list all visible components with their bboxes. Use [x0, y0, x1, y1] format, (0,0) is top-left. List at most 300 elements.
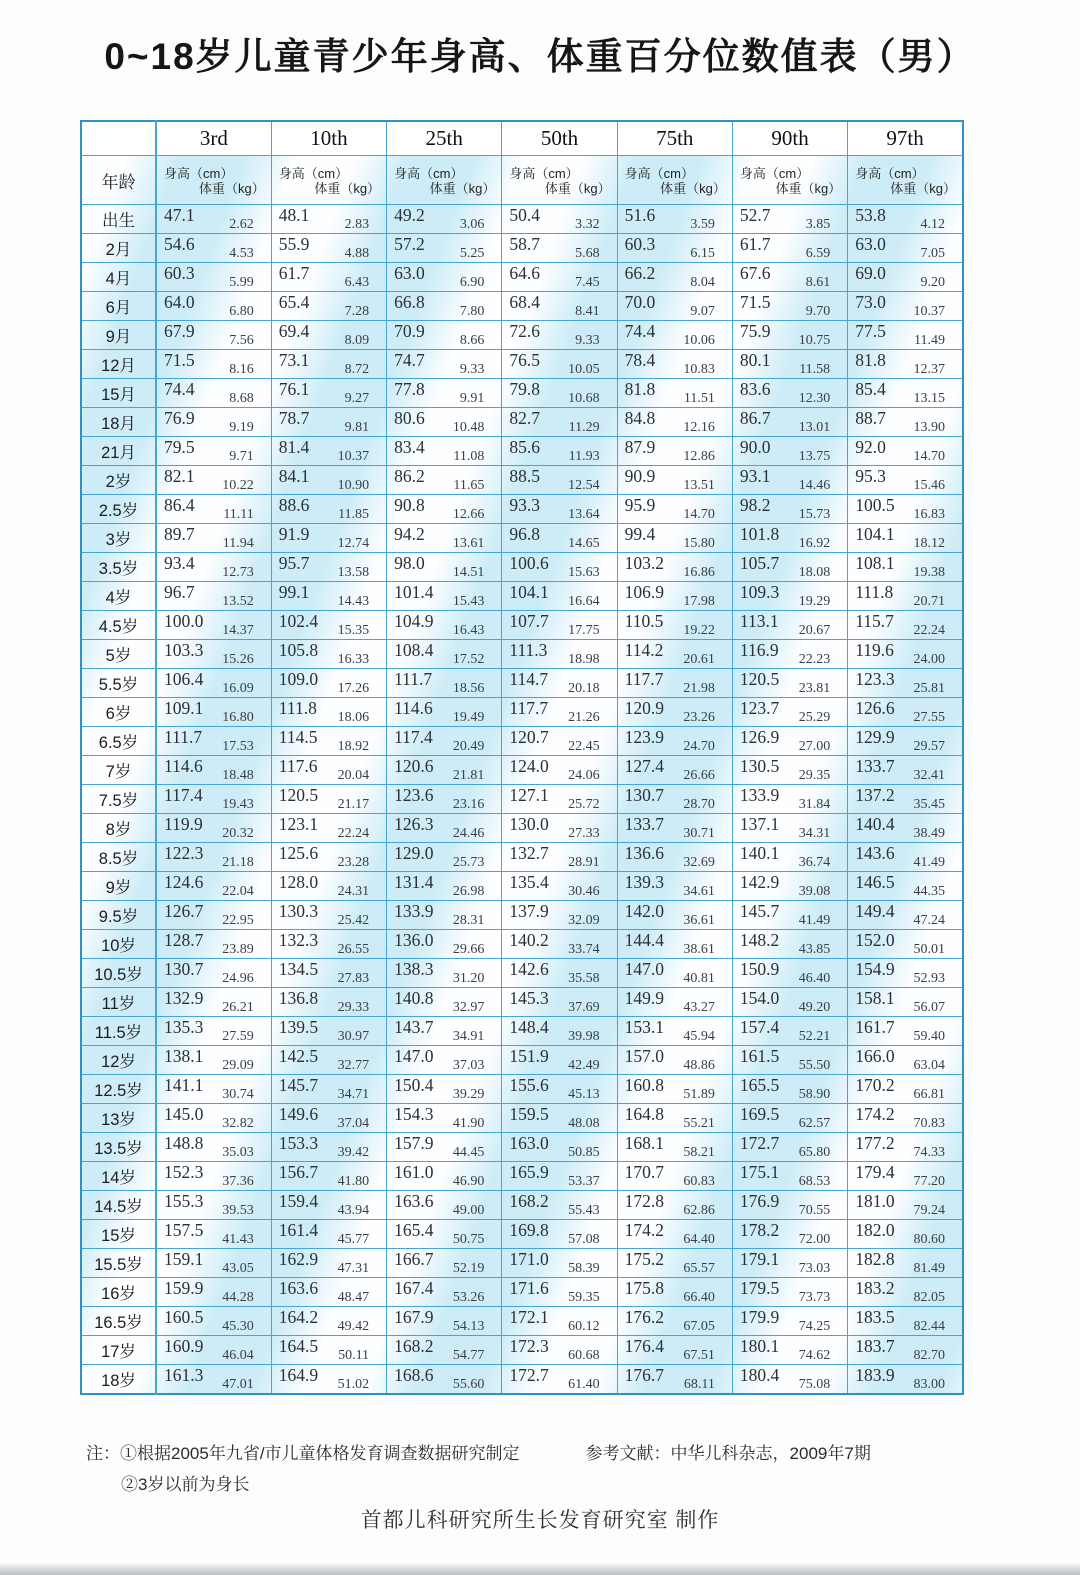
height-value: 58.7	[509, 234, 540, 254]
weight-value: 49.00	[452, 1203, 485, 1218]
weight-value: 24.31	[337, 884, 370, 899]
data-cell	[387, 756, 502, 785]
height-value: 164.2	[278, 1307, 319, 1327]
weight-value: 70.83	[913, 1116, 945, 1131]
weight-value: 59.40	[913, 1029, 945, 1044]
table-row	[81, 930, 963, 959]
height-value: 168.2	[509, 1191, 549, 1211]
data-cell	[387, 408, 502, 437]
unit-header	[732, 156, 847, 205]
weight-value: 4.88	[344, 246, 370, 261]
weight-value: 12.30	[798, 391, 831, 406]
data-cell	[617, 1220, 732, 1249]
weight-value: 5.68	[575, 246, 600, 261]
weight-value: 16.92	[798, 536, 831, 551]
weight-value: 67.05	[683, 1319, 715, 1334]
weight-value: 66.81	[913, 1087, 945, 1102]
height-value: 114.5	[278, 727, 318, 747]
data-cell	[387, 495, 502, 524]
weight-value: 22.24	[337, 826, 370, 841]
height-value: 74.7	[394, 350, 425, 370]
weight-value: 12.66	[452, 507, 485, 522]
height-value: 127.4	[624, 756, 664, 776]
weight-value: 25.72	[568, 797, 600, 812]
weight-value: 15.63	[568, 565, 600, 580]
height-value: 132.7	[509, 843, 549, 863]
data-cell	[848, 930, 963, 959]
data-cell	[617, 1336, 732, 1365]
weight-value: 32.77	[337, 1058, 370, 1073]
data-cell	[387, 582, 502, 611]
height-value: 135.3	[164, 1017, 204, 1037]
weight-value: 15.43	[452, 594, 485, 609]
data-cell	[617, 1278, 732, 1307]
data-cell	[502, 582, 617, 611]
data-cell	[387, 785, 502, 814]
data-cell	[732, 205, 847, 234]
height-value: 117.7	[624, 669, 664, 689]
table-row	[81, 379, 963, 408]
data-cell	[848, 843, 963, 872]
weight-value: 32.41	[913, 768, 945, 783]
weight-value: 70.55	[798, 1203, 831, 1218]
height-value: 147.0	[624, 959, 664, 979]
table-row	[81, 350, 963, 379]
age-cell: 9.5岁	[81, 901, 156, 930]
data-cell	[387, 640, 502, 669]
weight-value: 21.17	[337, 797, 370, 812]
weight-value: 46.40	[798, 971, 831, 986]
height-value: 60.3	[624, 234, 656, 254]
height-value: 69.0	[855, 263, 886, 283]
weight-value: 41.43	[222, 1232, 254, 1247]
weight-value: 35.03	[222, 1145, 254, 1160]
weight-value: 60.83	[683, 1174, 715, 1189]
age-cell: 5岁	[81, 640, 156, 669]
weight-value: 13.64	[568, 507, 600, 522]
data-cell	[387, 379, 502, 408]
height-value: 138.1	[164, 1046, 204, 1066]
data-cell	[156, 1046, 271, 1075]
note-2: ②3岁以前为身长	[121, 1475, 250, 1495]
height-value: 183.2	[855, 1278, 895, 1298]
weight-value: 19.38	[913, 565, 945, 580]
weight-value: 11.08	[453, 449, 485, 464]
weight-value: 25.29	[798, 710, 831, 725]
age-cell: 16.5岁	[81, 1307, 156, 1336]
height-value: 179.5	[739, 1278, 780, 1298]
weight-value: 21.26	[568, 710, 600, 725]
weight-value: 26.21	[222, 1000, 254, 1015]
data-cell	[387, 437, 502, 466]
weight-value: 45.77	[337, 1232, 370, 1247]
weight-value: 59.35	[568, 1290, 600, 1305]
height-value: 54.6	[164, 234, 195, 254]
height-value: 161.7	[855, 1017, 895, 1037]
weight-value: 31.20	[452, 971, 485, 986]
height-value: 69.4	[278, 321, 310, 341]
data-cell	[271, 1162, 386, 1191]
height-value: 172.7	[739, 1133, 780, 1153]
data-cell	[502, 234, 617, 263]
weight-value: 3.32	[575, 217, 600, 232]
data-cell	[848, 292, 963, 321]
weight-value: 66.40	[683, 1290, 715, 1305]
height-value: 165.4	[394, 1220, 434, 1240]
data-cell	[617, 727, 732, 756]
weight-value: 13.61	[452, 536, 485, 551]
height-value: 171.0	[509, 1249, 549, 1269]
data-cell	[732, 553, 847, 582]
height-value: 153.3	[278, 1133, 319, 1153]
weight-value: 45.94	[683, 1029, 715, 1044]
weight-value: 10.68	[568, 391, 600, 406]
data-cell	[387, 524, 502, 553]
weight-value: 14.37	[222, 623, 254, 638]
weight-value: 29.57	[913, 739, 945, 754]
height-value: 167.9	[394, 1307, 434, 1327]
data-cell	[732, 785, 847, 814]
weight-value: 58.90	[798, 1087, 831, 1102]
data-cell	[848, 988, 963, 1017]
weight-value: 24.96	[222, 971, 254, 986]
data-cell	[271, 1249, 386, 1278]
weight-value: 18.48	[222, 768, 254, 783]
weight-value: 19.43	[222, 797, 254, 812]
age-cell: 12.5岁	[81, 1075, 156, 1104]
weight-value: 17.75	[568, 623, 600, 638]
weight-value: 23.26	[683, 710, 715, 725]
data-cell	[271, 843, 386, 872]
weight-value: 18.98	[568, 652, 600, 667]
weight-value: 10.83	[683, 362, 715, 377]
data-cell	[617, 901, 732, 930]
data-cell	[156, 930, 271, 959]
data-cell	[617, 959, 732, 988]
weight-value: 43.05	[222, 1261, 254, 1276]
percentile-header: 75th	[617, 121, 732, 156]
height-value: 99.4	[624, 524, 656, 544]
footnote-row	[86, 1438, 996, 1469]
weight-value: 9.91	[459, 391, 485, 406]
weight-value: 48.08	[568, 1116, 600, 1131]
height-value: 73.0	[855, 292, 886, 312]
height-value: 129.9	[855, 727, 895, 747]
weight-value: 65.57	[683, 1261, 715, 1276]
height-value: 133.7	[855, 756, 895, 776]
weight-value: 19.29	[798, 594, 831, 609]
height-value: 142.6	[509, 959, 549, 979]
age-cell: 2月	[81, 234, 156, 263]
height-value: 157.5	[164, 1220, 204, 1240]
weight-value: 44.45	[452, 1145, 485, 1160]
weight-value: 15.73	[798, 507, 831, 522]
age-cell: 4.5岁	[81, 611, 156, 640]
weight-value: 28.70	[683, 797, 715, 812]
data-cell	[502, 466, 617, 495]
data-cell	[502, 959, 617, 988]
age-cell: 4月	[81, 263, 156, 292]
weight-value: 13.51	[683, 478, 715, 493]
weight-value: 11.51	[683, 391, 715, 406]
height-value: 175.1	[739, 1162, 780, 1182]
data-cell	[387, 1046, 502, 1075]
weight-value: 51.89	[683, 1087, 715, 1102]
weight-value: 4.12	[920, 217, 945, 232]
weight-value: 22.45	[568, 739, 600, 754]
age-cell: 15.5岁	[81, 1249, 156, 1278]
age-cell: 12月	[81, 350, 156, 379]
weight-value: 10.06	[683, 333, 715, 348]
data-cell	[502, 1278, 617, 1307]
height-value: 119.9	[164, 814, 203, 834]
weight-value: 14.51	[452, 565, 485, 580]
data-cell	[271, 785, 386, 814]
height-value: 130.3	[278, 901, 319, 921]
age-cell: 18岁	[81, 1365, 156, 1395]
data-cell	[732, 727, 847, 756]
height-value: 140.4	[855, 814, 895, 834]
height-value: 103.3	[164, 640, 204, 660]
height-value: 117.4	[394, 727, 433, 747]
weight-value: 12.74	[337, 536, 370, 551]
data-cell	[502, 1046, 617, 1075]
unit-header-row	[81, 156, 963, 205]
percentile-header: 90th	[732, 121, 847, 156]
height-value: 140.1	[739, 843, 780, 863]
data-cell	[502, 437, 617, 466]
data-cell	[617, 553, 732, 582]
data-cell	[848, 785, 963, 814]
data-cell	[732, 1307, 847, 1336]
unit-header	[271, 156, 386, 205]
height-value: 115.7	[855, 611, 894, 631]
weight-value: 11.94	[222, 536, 254, 551]
unit-header	[617, 156, 732, 205]
data-cell	[848, 1249, 963, 1278]
weight-value: 12.86	[683, 449, 715, 464]
age-column-header: 年龄	[81, 156, 156, 205]
weight-value: 27.33	[568, 826, 600, 841]
height-value: 81.4	[278, 437, 310, 457]
height-value: 142.0	[624, 901, 664, 921]
height-value: 149.4	[855, 901, 895, 921]
data-cell	[271, 234, 386, 263]
weight-value: 7.05	[920, 246, 945, 261]
weight-value: 38.61	[683, 942, 715, 957]
height-value: 155.3	[164, 1191, 204, 1211]
weight-value: 16.64	[568, 594, 600, 609]
height-value: 130.5	[739, 756, 780, 776]
weight-value: 6.15	[690, 246, 715, 261]
weight-value: 52.21	[798, 1029, 831, 1044]
height-value: 102.4	[278, 611, 319, 631]
weight-value: 36.61	[683, 913, 715, 928]
height-value: 168.2	[394, 1336, 434, 1356]
weight-value: 34.61	[683, 884, 715, 899]
weight-value: 9.07	[690, 304, 715, 319]
height-value: 106.9	[624, 582, 664, 602]
data-cell	[156, 1133, 271, 1162]
table-row	[81, 553, 963, 582]
height-value: 70.0	[624, 292, 656, 312]
height-value: 126.9	[739, 727, 780, 747]
weight-value: 30.97	[337, 1029, 370, 1044]
height-value: 47.1	[164, 205, 195, 225]
data-cell	[387, 1075, 502, 1104]
height-value: 74.4	[164, 379, 195, 399]
data-cell	[387, 872, 502, 901]
weight-value: 23.16	[452, 797, 485, 812]
data-cell	[387, 669, 502, 698]
height-value: 179.9	[739, 1307, 780, 1327]
height-value: 64.0	[164, 292, 195, 312]
weight-value: 16.43	[452, 623, 485, 638]
height-value: 163.6	[278, 1278, 319, 1298]
data-cell	[848, 1017, 963, 1046]
data-cell	[502, 930, 617, 959]
data-cell	[848, 1104, 963, 1133]
data-cell	[387, 553, 502, 582]
weight-value: 30.74	[222, 1087, 254, 1102]
weight-value: 11.11	[223, 507, 254, 522]
data-cell	[848, 1336, 963, 1365]
data-cell	[617, 1191, 732, 1220]
height-value: 124.6	[164, 872, 204, 892]
height-value: 55.9	[278, 234, 310, 254]
height-value: 66.2	[624, 263, 656, 283]
table-row	[81, 901, 963, 930]
height-value: 143.6	[855, 843, 895, 863]
height-value: 124.0	[509, 756, 549, 776]
height-value: 88.5	[509, 466, 540, 486]
table-row	[81, 1162, 963, 1191]
height-value: 169.5	[739, 1104, 780, 1124]
data-cell	[732, 988, 847, 1017]
scan-edge-artifact	[0, 1562, 1080, 1575]
data-cell	[502, 698, 617, 727]
weight-value: 16.86	[683, 565, 715, 580]
weight-value: 22.95	[222, 913, 254, 928]
weight-value: 35.58	[568, 971, 600, 986]
weight-value: 20.67	[798, 623, 831, 638]
data-cell	[502, 553, 617, 582]
height-value: 181.0	[855, 1191, 895, 1211]
data-cell	[732, 1249, 847, 1278]
height-value: 113.1	[739, 611, 779, 631]
data-cell	[156, 1278, 271, 1307]
height-value: 87.9	[624, 437, 656, 457]
weight-unit-label: 体重（kg）	[660, 181, 726, 196]
height-value: 140.8	[394, 988, 434, 1008]
data-cell	[617, 408, 732, 437]
weight-value: 53.37	[568, 1174, 600, 1189]
age-cell: 8.5岁	[81, 843, 156, 872]
data-cell	[617, 1162, 732, 1191]
table-row	[81, 640, 963, 669]
age-cell: 13岁	[81, 1104, 156, 1133]
weight-value: 21.98	[683, 681, 715, 696]
age-cell: 11.5岁	[81, 1017, 156, 1046]
height-value: 179.4	[855, 1162, 895, 1182]
weight-value: 18.06	[337, 710, 370, 725]
age-cell: 21月	[81, 437, 156, 466]
data-cell	[617, 669, 732, 698]
weight-unit-label: 体重（kg）	[775, 181, 842, 196]
data-cell	[502, 1307, 617, 1336]
height-value: 171.6	[509, 1278, 549, 1298]
data-cell	[732, 930, 847, 959]
data-cell	[156, 756, 271, 785]
data-cell	[502, 785, 617, 814]
height-value: 144.4	[624, 930, 664, 950]
weight-value: 55.50	[798, 1058, 831, 1073]
weight-value: 54.13	[452, 1319, 485, 1334]
weight-value: 39.08	[798, 884, 831, 899]
height-value: 88.6	[278, 495, 310, 515]
data-cell	[848, 1046, 963, 1075]
weight-value: 8.61	[805, 275, 831, 290]
height-value: 176.4	[624, 1336, 664, 1356]
unit-header	[848, 156, 963, 205]
height-value: 93.1	[739, 466, 771, 486]
percentile-header-row	[81, 121, 963, 156]
height-value: 105.8	[278, 640, 319, 660]
height-value: 94.2	[394, 524, 425, 544]
data-cell	[271, 205, 386, 234]
height-value: 159.5	[509, 1104, 549, 1124]
weight-value: 10.75	[798, 333, 831, 348]
height-value: 120.5	[739, 669, 780, 689]
growth-table	[80, 120, 964, 1395]
height-value: 161.0	[394, 1162, 434, 1182]
height-value: 85.4	[855, 379, 886, 399]
data-cell	[271, 1307, 386, 1336]
height-value: 82.1	[164, 466, 195, 486]
weight-value: 50.85	[568, 1145, 600, 1160]
height-value: 131.4	[394, 872, 434, 892]
weight-value: 72.00	[798, 1232, 831, 1247]
table-row	[81, 988, 963, 1017]
height-value: 107.7	[509, 611, 549, 631]
weight-value: 8.09	[344, 333, 370, 348]
height-value: 76.9	[164, 408, 195, 428]
weight-value: 14.70	[683, 507, 715, 522]
height-value: 101.8	[739, 524, 780, 544]
data-cell	[848, 901, 963, 930]
data-cell	[502, 756, 617, 785]
height-value: 142.5	[278, 1046, 319, 1066]
data-cell	[156, 263, 271, 292]
height-value: 57.2	[394, 234, 425, 254]
height-value: 109.3	[739, 582, 780, 602]
height-value: 88.7	[855, 408, 886, 428]
height-value: 81.8	[624, 379, 656, 399]
data-cell	[271, 756, 386, 785]
data-cell	[848, 553, 963, 582]
data-cell	[387, 1162, 502, 1191]
height-value: 146.5	[855, 872, 895, 892]
age-cell: 17岁	[81, 1336, 156, 1365]
weight-value: 40.81	[683, 971, 715, 986]
height-value: 182.8	[855, 1249, 895, 1269]
height-value: 67.9	[164, 321, 195, 341]
weight-value: 18.12	[913, 536, 945, 551]
height-value: 123.7	[739, 698, 780, 718]
table-header	[81, 121, 963, 205]
height-value: 130.7	[164, 959, 204, 979]
height-value: 83.4	[394, 437, 425, 457]
